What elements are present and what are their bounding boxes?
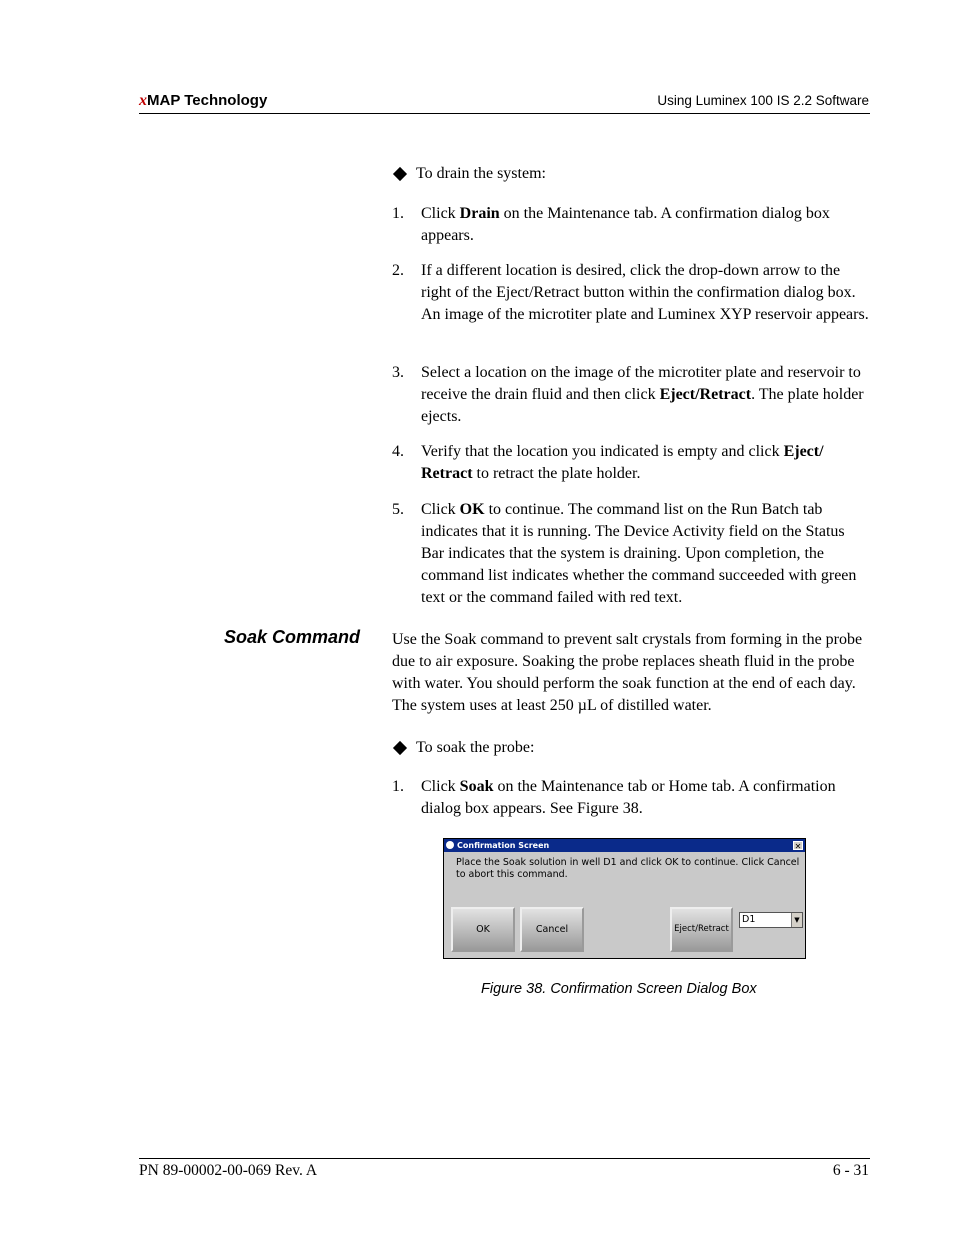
eject-retract-button[interactable]: Eject/Retract (670, 907, 733, 952)
step-number: 2. (392, 262, 404, 279)
step-text-a: Select a location on the image of the microtiter plate and reservoir to receive the drain fluid and then click (421, 364, 861, 403)
drain-step-4 (392, 441, 870, 485)
step-number: 5. (392, 501, 404, 518)
step-text-a: Click (421, 778, 460, 795)
dialog-title: Confirmation Screen (457, 841, 550, 850)
step-text-c: on the Maintenance tab or Home tab. A confirmation dialog box appears. See Figure 38. (421, 778, 836, 817)
soak-step-1 (392, 776, 870, 820)
step-number: 1. (392, 205, 404, 222)
drain-step-2 (392, 260, 870, 326)
step-text (421, 499, 870, 609)
footer-rule (139, 1158, 870, 1159)
step-text-bold: Eject/Retract (659, 386, 752, 403)
location-value: D1 (742, 914, 756, 925)
header-title: Using Luminex 100 IS 2.2 Software (657, 93, 869, 108)
figure-caption: Figure 38. Confirmation Screen Dialog Box (481, 981, 757, 997)
footer-part-number: PN 89-00002-00-069 Rev. A (139, 1162, 318, 1179)
step-text-c: on the Maintenance tab. A confirmation dialog box appears. (421, 205, 830, 244)
step-text (421, 203, 870, 247)
step-text-c: to continue. The command list on the Run Batch tab indicates that it is running. The Device Activity field on the Status Bar indicates that the system is draining. Upon completion, the command list indicates whether the command succeeded with green text or the command failed with red text. (421, 501, 857, 606)
step-text: If a different location is desired, click the drop-down arrow to the right of the Eject/Retract button within the confirmation dialog box. An image of the microtiter plate and Luminex XYP reservoir appears. (421, 262, 869, 323)
location-dropdown[interactable] (739, 912, 803, 928)
step-number: 4. (392, 443, 404, 460)
brand-x: x (139, 92, 147, 109)
step-text-c: to retract the plate holder. (472, 465, 641, 482)
step-text-bold: Soak (459, 778, 494, 795)
confirmation-dialog (443, 838, 806, 959)
step-text-bold: OK (459, 501, 485, 518)
soak-body: Use the Soak command to prevent salt crystals from forming in the probe due to air exposure. Soaking the probe replaces sheath fluid in the probe with water. You should perform the soak function at the end of each day. The system uses at least 250 µL of distilled water. (392, 631, 863, 714)
footer-page-number: 6 - 31 (832, 1162, 869, 1179)
soak-heading: Soak Command (224, 627, 361, 647)
app-icon (446, 841, 454, 849)
header-rule (139, 113, 870, 114)
diamond-bullet-icon (393, 167, 407, 181)
step-text (421, 776, 870, 820)
step-text-bold: Drain (459, 205, 500, 222)
step-text-c: . The plate holder ejects. (421, 386, 864, 425)
drain-step-3 (392, 362, 870, 428)
cancel-button[interactable]: Cancel (520, 907, 584, 952)
soak-intro-bullet (392, 737, 534, 759)
drain-step-1 (392, 203, 870, 247)
chevron-down-icon[interactable]: ▼ (791, 913, 802, 927)
dialog-titlebar (444, 839, 805, 852)
step-text-a: Click (421, 205, 460, 222)
soak-intro-text: To soak the probe: (416, 739, 535, 756)
step-number: 1. (392, 778, 404, 795)
step-text-a: Click (421, 501, 460, 518)
step-text-a: Verify that the location you indicated is empty and click (421, 443, 784, 460)
brand-rest: MAP Technology (147, 92, 268, 109)
step-text-bold: Eject/ Retract (421, 443, 824, 482)
step-text (421, 441, 870, 485)
drain-step-5 (392, 499, 870, 609)
dialog-message: Place the Soak solution in well D1 and click OK to continue. Click Cancel to abort this command. (456, 857, 800, 880)
close-icon[interactable]: ✕ (794, 842, 802, 851)
header-brand (139, 92, 267, 110)
drain-intro-bullet (392, 163, 546, 185)
step-text (421, 362, 870, 428)
step-number: 3. (392, 364, 404, 381)
ok-button[interactable]: OK (451, 907, 515, 952)
diamond-bullet-icon (393, 741, 407, 755)
drain-intro-text: To drain the system: (416, 165, 546, 182)
